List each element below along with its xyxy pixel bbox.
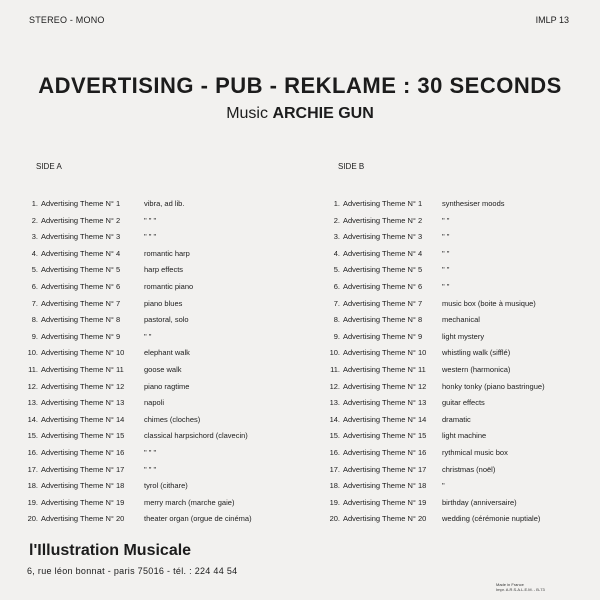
track-theme: Advertising Theme N° 15 xyxy=(41,431,125,441)
track-description: " " " xyxy=(144,215,157,225)
track-item xyxy=(324,511,584,528)
track-description: harp effects xyxy=(144,265,184,275)
track-number: 4. xyxy=(333,248,340,258)
track-description: mechanical xyxy=(442,315,480,325)
track-item xyxy=(22,495,292,512)
track-theme: Advertising Theme N° 9 xyxy=(41,331,121,341)
track-number: 16. xyxy=(329,447,340,457)
track-item xyxy=(324,329,584,346)
track-number: 10. xyxy=(329,348,340,358)
track-item xyxy=(22,229,292,246)
track-description: " " " xyxy=(144,464,157,474)
track-number: 19. xyxy=(329,497,340,507)
track-number: 16. xyxy=(27,447,38,457)
track-theme: Advertising Theme N° 5 xyxy=(343,265,423,275)
track-theme: Advertising Theme N° 13 xyxy=(343,398,427,408)
album-title: ADVERTISING - PUB - REKLAME : 30 SECONDS xyxy=(38,73,562,98)
track-description: light machine xyxy=(442,431,487,441)
track-number: 4. xyxy=(31,248,38,258)
track-description: piano ragtime xyxy=(144,381,190,391)
track-number: 11. xyxy=(28,364,38,374)
track-number: 5. xyxy=(333,265,340,275)
track-description: romantic harp xyxy=(144,248,190,258)
track-item xyxy=(324,279,584,296)
track-description: classical harpsichord (clavecin) xyxy=(144,431,248,441)
track-theme: Advertising Theme N° 19 xyxy=(41,497,125,507)
track-theme: Advertising Theme N° 5 xyxy=(41,265,121,275)
track-theme: Advertising Theme N° 20 xyxy=(343,514,427,524)
track-description: pastoral, solo xyxy=(144,315,189,325)
side-b-heading: SIDE B xyxy=(338,162,365,171)
track-number: 12. xyxy=(27,381,38,391)
track-item xyxy=(324,379,584,396)
track-theme: Advertising Theme N° 4 xyxy=(343,248,423,258)
track-theme: Advertising Theme N° 8 xyxy=(41,315,121,325)
track-number: 9. xyxy=(31,331,38,341)
track-description: wedding (cérémonie nuptiale) xyxy=(442,514,541,524)
track-theme: Advertising Theme N° 15 xyxy=(343,431,427,441)
publisher-address: 6, rue léon bonnat - paris 75016 - tél. : 224 44 54 xyxy=(27,566,238,576)
track-theme: Advertising Theme N° 17 xyxy=(343,464,427,474)
track-description: " xyxy=(442,481,445,491)
track-theme: Advertising Theme N° 6 xyxy=(41,281,121,291)
track-item xyxy=(22,345,292,362)
side-b-tracklist xyxy=(324,196,584,528)
track-description: music box (boite à musique) xyxy=(442,298,536,308)
track-number: 9. xyxy=(333,331,340,341)
track-description: " " xyxy=(442,232,450,242)
track-description: " " xyxy=(442,265,450,275)
track-description: romantic piano xyxy=(144,281,194,291)
track-theme: Advertising Theme N° 12 xyxy=(343,381,427,391)
track-number: 14. xyxy=(27,414,38,424)
track-item xyxy=(22,312,292,329)
track-description: chimes (cloches) xyxy=(144,414,201,424)
track-theme: Advertising Theme N° 11 xyxy=(41,364,124,374)
track-theme: Advertising Theme N° 11 xyxy=(343,364,426,374)
track-description: " " xyxy=(442,248,450,258)
track-theme: Advertising Theme N° 9 xyxy=(343,331,423,341)
track-description: vibra, ad lib. xyxy=(144,199,185,208)
track-description: tyrol (cithare) xyxy=(144,481,188,491)
track-theme: Advertising Theme N° 16 xyxy=(41,447,125,457)
track-item xyxy=(22,262,292,279)
track-item xyxy=(22,395,292,412)
printer-credit xyxy=(496,582,545,592)
artist-name: ARCHIE GUN xyxy=(272,105,374,122)
track-number: 20. xyxy=(329,514,340,524)
track-theme: Advertising Theme N° 19 xyxy=(343,497,427,507)
track-item xyxy=(22,362,292,379)
track-number: 20. xyxy=(27,514,38,524)
track-number: 2. xyxy=(333,215,340,225)
track-item xyxy=(22,196,292,213)
track-number: 10. xyxy=(27,348,38,358)
format-label: STEREO - MONO xyxy=(29,15,105,25)
track-item xyxy=(22,296,292,313)
track-item xyxy=(22,329,292,346)
track-number: 13. xyxy=(329,398,340,408)
track-number: 12. xyxy=(329,381,340,391)
track-number: 8. xyxy=(31,315,38,325)
album-subtitle xyxy=(0,105,600,123)
track-item xyxy=(324,395,584,412)
track-theme: Advertising Theme N° 2 xyxy=(41,215,121,225)
track-item xyxy=(22,428,292,445)
track-description: " " " xyxy=(144,447,157,457)
track-number: 8. xyxy=(333,315,340,325)
track-description: synthesiser moods xyxy=(442,199,505,208)
track-theme: Advertising Theme N° 1 xyxy=(343,199,423,208)
track-item xyxy=(324,312,584,329)
track-description: birthday (anniversaire) xyxy=(442,497,517,507)
track-number: 5. xyxy=(31,265,38,275)
track-item xyxy=(22,445,292,462)
track-description: elephant walk xyxy=(144,348,190,358)
track-item xyxy=(324,296,584,313)
track-item xyxy=(22,478,292,495)
catalog-number: IMLP 13 xyxy=(535,15,569,25)
track-theme: Advertising Theme N° 18 xyxy=(343,481,427,491)
track-theme: Advertising Theme N° 20 xyxy=(41,514,125,524)
track-number: 1. xyxy=(31,199,38,208)
track-description: whistling walk (sifflé) xyxy=(442,348,511,358)
track-description: rythmical music box xyxy=(442,447,508,457)
track-theme: Advertising Theme N° 10 xyxy=(41,348,125,358)
track-theme: Advertising Theme N° 7 xyxy=(343,298,423,308)
track-item xyxy=(324,246,584,263)
track-item xyxy=(324,478,584,495)
track-number: 19. xyxy=(27,497,38,507)
track-theme: Advertising Theme N° 16 xyxy=(343,447,427,457)
track-description: napoli xyxy=(144,398,165,408)
track-theme: Advertising Theme N° 7 xyxy=(41,298,121,308)
track-item xyxy=(22,462,292,479)
track-theme: Advertising Theme N° 17 xyxy=(41,464,125,474)
track-item xyxy=(324,412,584,429)
track-description: " " xyxy=(442,281,450,291)
track-number: 18. xyxy=(27,481,38,491)
track-item xyxy=(22,246,292,263)
publisher-name: l'Illustration Musicale xyxy=(29,542,192,559)
track-number: 1. xyxy=(333,199,340,208)
track-number: 13. xyxy=(27,398,38,408)
track-number: 3. xyxy=(333,232,340,242)
track-description: dramatic xyxy=(442,414,471,424)
track-description: " " xyxy=(144,331,152,341)
track-number: 17. xyxy=(27,464,38,474)
track-theme: Advertising Theme N° 4 xyxy=(41,248,121,258)
track-theme: Advertising Theme N° 14 xyxy=(343,414,427,424)
track-theme: Advertising Theme N° 3 xyxy=(41,232,121,242)
music-prefix: Music xyxy=(226,105,268,122)
track-description: honky tonky (piano bastringue) xyxy=(442,381,545,391)
track-description: merry march (marche gaie) xyxy=(144,497,235,507)
track-item xyxy=(22,511,292,528)
track-theme: Advertising Theme N° 1 xyxy=(41,199,121,208)
track-number: 14. xyxy=(329,414,340,424)
track-description: goose walk xyxy=(144,364,182,374)
track-theme: Advertising Theme N° 12 xyxy=(41,381,125,391)
printer-line-2: Impr. A.R.S.A.L.E.M. - B-73 xyxy=(496,587,545,592)
track-description: " " xyxy=(442,215,450,225)
track-number: 15. xyxy=(27,431,38,441)
track-number: 15. xyxy=(329,431,340,441)
track-number: 11. xyxy=(330,364,340,374)
track-item xyxy=(22,379,292,396)
track-item xyxy=(324,428,584,445)
track-theme: Advertising Theme N° 13 xyxy=(41,398,125,408)
track-description: piano blues xyxy=(144,298,183,308)
track-theme: Advertising Theme N° 10 xyxy=(343,348,427,358)
track-description: christmas (noël) xyxy=(442,464,496,474)
track-number: 6. xyxy=(31,281,38,291)
track-theme: Advertising Theme N° 6 xyxy=(343,281,423,291)
track-item xyxy=(324,445,584,462)
track-number: 7. xyxy=(31,298,38,308)
side-a-heading: SIDE A xyxy=(36,162,62,171)
track-description: guitar effects xyxy=(442,398,485,408)
track-description: " " " xyxy=(144,232,157,242)
track-number: 2. xyxy=(31,215,38,225)
track-description: light mystery xyxy=(442,331,485,341)
track-number: 17. xyxy=(329,464,340,474)
track-item xyxy=(22,412,292,429)
track-number: 18. xyxy=(329,481,340,491)
track-description: theater organ (orgue de cinéma) xyxy=(144,514,252,524)
track-theme: Advertising Theme N° 3 xyxy=(343,232,423,242)
track-item xyxy=(324,196,584,213)
track-item xyxy=(324,462,584,479)
printer-line-1: Made in France xyxy=(496,582,524,587)
track-theme: Advertising Theme N° 8 xyxy=(343,315,423,325)
track-theme: Advertising Theme N° 2 xyxy=(343,215,423,225)
track-theme: Advertising Theme N° 14 xyxy=(41,414,125,424)
track-item xyxy=(324,213,584,230)
track-number: 7. xyxy=(333,298,340,308)
track-item xyxy=(22,279,292,296)
track-item xyxy=(324,229,584,246)
side-a-tracklist xyxy=(22,196,292,528)
track-item xyxy=(324,345,584,362)
track-number: 3. xyxy=(31,232,38,242)
track-item xyxy=(22,213,292,230)
track-theme: Advertising Theme N° 18 xyxy=(41,481,125,491)
track-item xyxy=(324,262,584,279)
track-description: western (harmonica) xyxy=(442,364,511,374)
track-item xyxy=(324,495,584,512)
track-number: 6. xyxy=(333,281,340,291)
track-item xyxy=(324,362,584,379)
